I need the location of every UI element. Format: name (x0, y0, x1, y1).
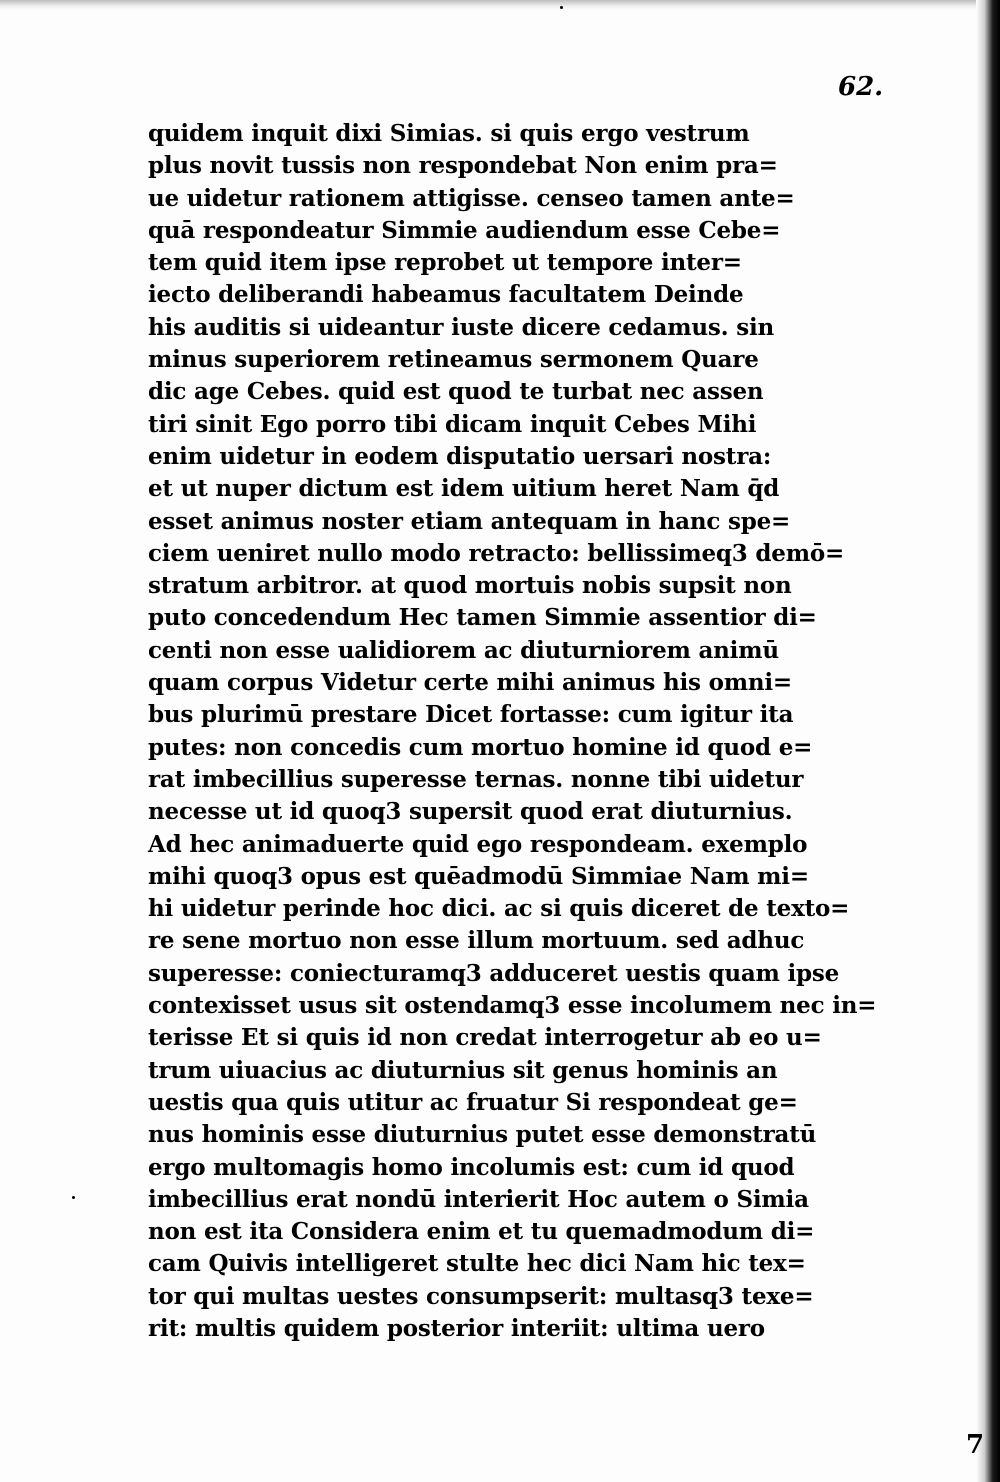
manuscript-line: puto concedendum Hec tamen Simmie assentior di= (148, 604, 817, 632)
manuscript-line: rat imbecillius superesse ternas. nonne tibi uidetur (148, 765, 804, 793)
manuscript-line: nus hominis esse diuturnius putet esse demonstratū (148, 1121, 817, 1149)
corner-mark: 7 (966, 1430, 985, 1460)
manuscript-line: quā respondeatur Simmie audiendum esse Cebe= (148, 216, 781, 244)
manuscript-line: putes: non concedis cum mortuo homine id quod e= (148, 733, 813, 761)
page-binding-edge (976, 0, 1000, 1482)
manuscript-line: centi non esse ualidiorem ac diuturniorem animū (148, 636, 779, 664)
manuscript-line: stratum arbitror. at quod mortuis nobis supsit non (148, 572, 792, 600)
manuscript-line: non est ita Considera enim et tu quemadmodum di= (148, 1218, 815, 1246)
manuscript-line: cam Quivis intelligeret stulte hec dici Nam hic tex= (148, 1250, 806, 1278)
manuscript-line: ue uidetur rationem attigisse. censeo tamen ante= (148, 184, 795, 212)
manuscript-line: tem quid item ipse reprobet ut tempore inter= (148, 249, 742, 277)
manuscript-line: tiri sinit Ego porro tibi dicam inquit Cebes Mihi (148, 410, 757, 438)
manuscript-line: quam corpus Videtur certe mihi animus his omni= (148, 669, 793, 697)
manuscript-line: dic age Cebes. quid est quod te turbat nec assen (148, 378, 764, 406)
ink-speck (560, 6, 563, 9)
manuscript-line: esset animus noster etiam antequam in hanc spe= (148, 507, 791, 535)
ink-speck (72, 1196, 75, 1199)
manuscript-line: necesse ut id quoq3 supersit quod erat diuturnius. (148, 798, 793, 826)
manuscript-line: quidem inquit dixi Simias. si quis ergo vestrum (148, 120, 750, 147)
manuscript-line: hi uidetur perinde hoc dici. ac si quis diceret de texto= (148, 895, 850, 923)
manuscript-line: superesse: coniecturamq3 adduceret uestis quam ipse (148, 959, 840, 987)
folio-number: 62. (838, 72, 884, 102)
manuscript-line: plus novit tussis non respondebat Non enim pra= (148, 152, 778, 180)
page-top-edge (0, 0, 1000, 10)
manuscript-line: bus plurimū prestare Dicet fortasse: cum igitur ita (148, 701, 794, 729)
manuscript-line: uestis qua quis utitur ac fruatur Si respondeat ge= (148, 1088, 798, 1116)
manuscript-line: minus superiorem retineamus sermonem Quare (148, 346, 759, 374)
manuscript-line: terisse Et si quis id non credat interrogetur ab eo u= (148, 1024, 822, 1052)
manuscript-line: enim uidetur in eodem disputatio uersari nostra: (148, 442, 772, 470)
manuscript-line: rit: multis quidem posterior interiit: ultima uero (148, 1314, 765, 1342)
manuscript-line: iecto deliberandi habeamus facultatem Deinde (148, 281, 744, 309)
manuscript-line: ergo multomagis homo incolumis est: cum id quod (148, 1153, 795, 1181)
manuscript-line: et ut nuper dictum est idem uitium heret Nam q̄d (148, 475, 780, 503)
manuscript-line: Ad hec animaduerte quid ego respondeam. exemplo (148, 830, 808, 858)
manuscript-line: tor qui multas uestes consumpserit: multasq3 texe= (148, 1282, 814, 1310)
manuscript-line: ciem ueniret nullo modo retracto: bellissimeq3 demō= (148, 539, 845, 567)
manuscript-line: mihi quoq3 opus est quēadmodū Simmiae Nam mi= (148, 862, 809, 890)
manuscript-line: imbecillius erat nondū interierit Hoc autem o Simia (148, 1185, 809, 1213)
manuscript-text-block (148, 118, 877, 1345)
manuscript-line: his auditis si uideantur iuste dicere cedamus. sin (148, 313, 775, 341)
manuscript-line: trum uiuacius ac diuturnius sit genus hominis an (148, 1056, 778, 1084)
manuscript-line: contexisset usus sit ostendamq3 esse incolumem nec in= (148, 992, 877, 1020)
manuscript-line: re sene mortuo non esse illum mortuum. sed adhuc (148, 927, 805, 955)
